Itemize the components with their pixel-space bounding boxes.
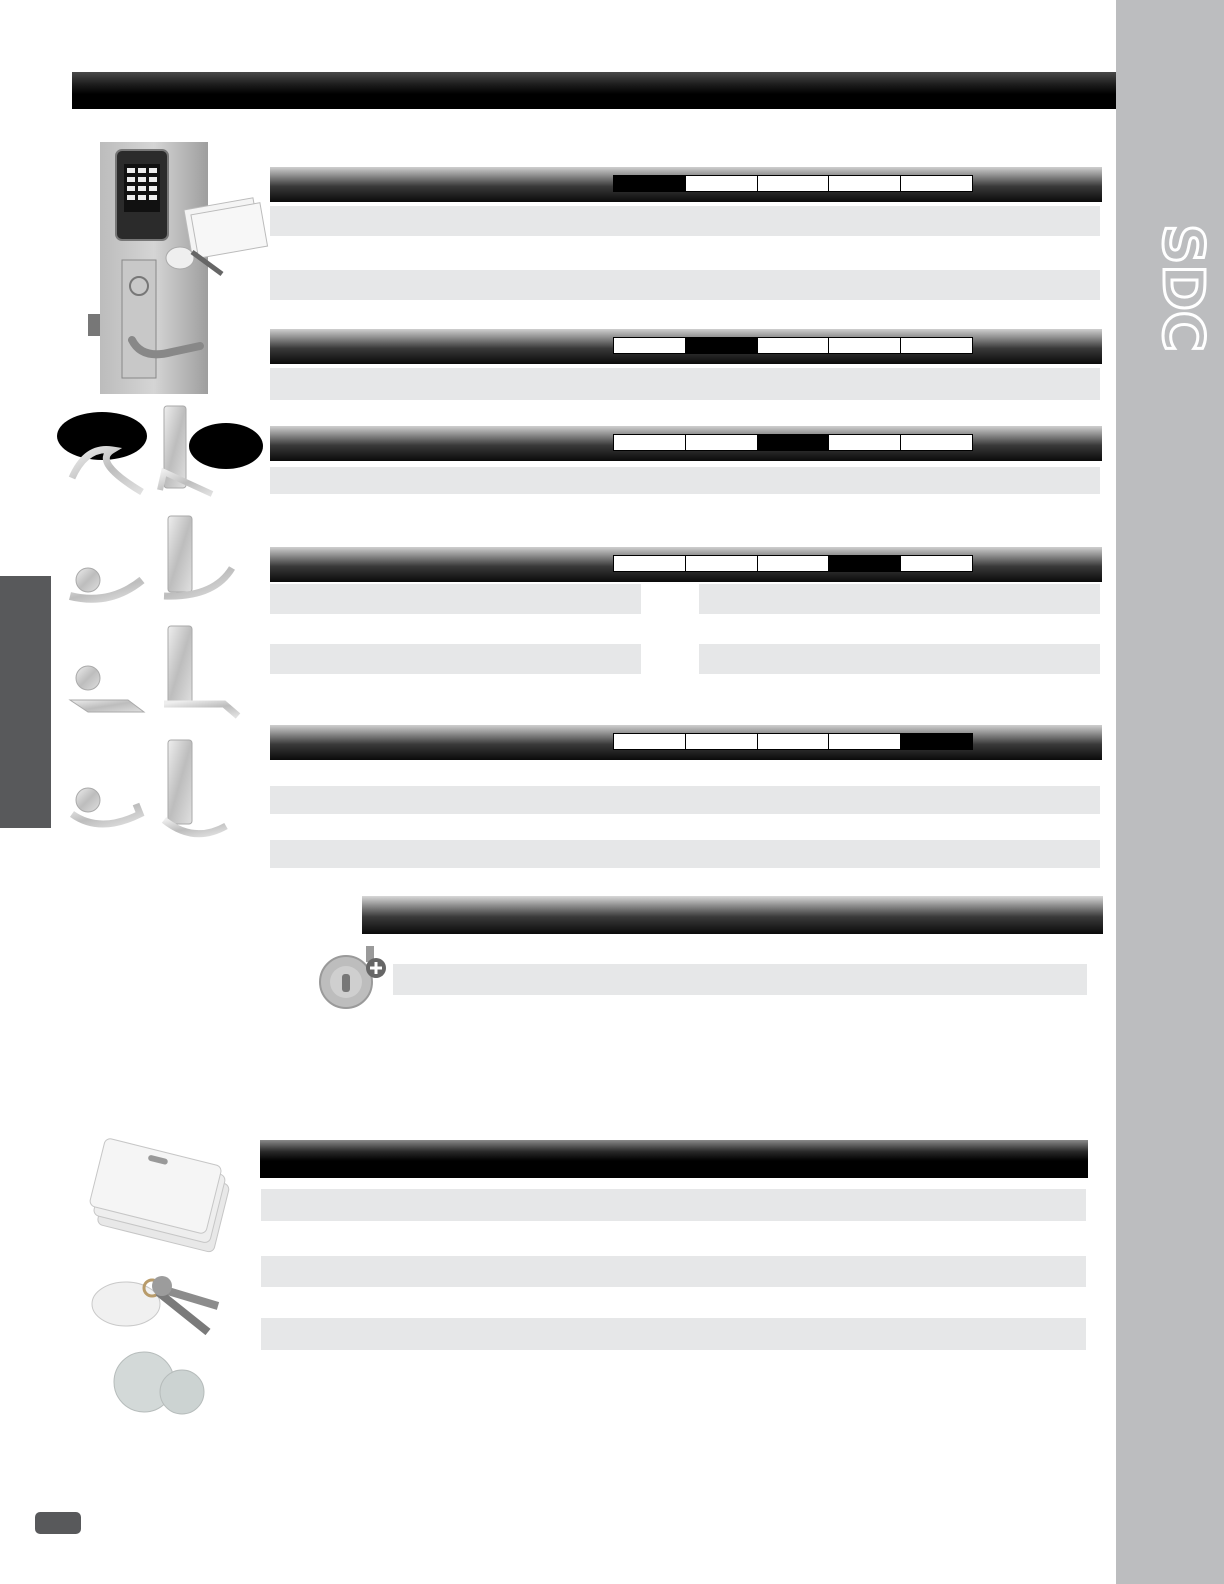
step-cell xyxy=(829,556,901,571)
step-cell xyxy=(758,734,830,749)
step-cell xyxy=(829,176,901,191)
step-cell xyxy=(614,338,686,353)
step-cell xyxy=(686,556,758,571)
lever-icon xyxy=(72,450,142,492)
table-row xyxy=(270,644,641,674)
step-cell xyxy=(614,435,686,450)
table-row xyxy=(270,270,1100,300)
table-row xyxy=(393,964,1087,995)
left-section-tab xyxy=(0,576,51,828)
sdc-logo xyxy=(1130,222,1215,358)
step-cell xyxy=(829,338,901,353)
step-indicator-2 xyxy=(613,337,973,354)
sdc-logo-text: SDC xyxy=(1150,224,1215,352)
step-cell xyxy=(686,338,758,353)
table-row xyxy=(261,1189,1086,1221)
table-row xyxy=(270,368,1100,400)
step-cell xyxy=(686,176,758,191)
adhesive-tag-icon xyxy=(112,1352,208,1414)
step-cell xyxy=(758,176,830,191)
page-title-banner xyxy=(72,72,1116,109)
step-cell xyxy=(614,734,686,749)
table-row xyxy=(261,1318,1086,1350)
prox-card-icon xyxy=(86,1148,246,1256)
mortise-cylinder-icon xyxy=(318,944,390,1012)
table-row xyxy=(270,584,641,614)
step-cell xyxy=(901,435,972,450)
step-cell xyxy=(758,556,830,571)
step-indicator-4 xyxy=(613,555,973,572)
table-row xyxy=(270,467,1100,494)
step-cell xyxy=(901,338,972,353)
step-cell xyxy=(901,734,972,749)
step-cell xyxy=(829,435,901,450)
step-cell xyxy=(829,734,901,749)
step-indicator-3 xyxy=(613,434,973,451)
step-cell xyxy=(686,734,758,749)
keypad-lock-photo xyxy=(82,142,267,396)
step-cell xyxy=(901,176,972,191)
step-cell xyxy=(614,176,686,191)
table-row xyxy=(270,206,1100,236)
lever-trim-gallery xyxy=(60,400,245,850)
table-row xyxy=(270,840,1100,868)
step-cell xyxy=(758,435,830,450)
step-indicator-1 xyxy=(613,175,973,192)
credentials-header xyxy=(260,1140,1088,1178)
step-cell xyxy=(614,556,686,571)
step-cell xyxy=(758,338,830,353)
table-row xyxy=(270,786,1100,814)
page-number-badge xyxy=(35,1512,81,1534)
table-row xyxy=(699,644,1100,674)
step-indicator-5 xyxy=(613,733,973,750)
table-row xyxy=(261,1256,1086,1287)
step-cell xyxy=(686,435,758,450)
options-subheader xyxy=(362,896,1103,934)
key-fob-icon xyxy=(92,1264,248,1354)
table-row xyxy=(699,584,1100,614)
step-cell xyxy=(901,556,972,571)
